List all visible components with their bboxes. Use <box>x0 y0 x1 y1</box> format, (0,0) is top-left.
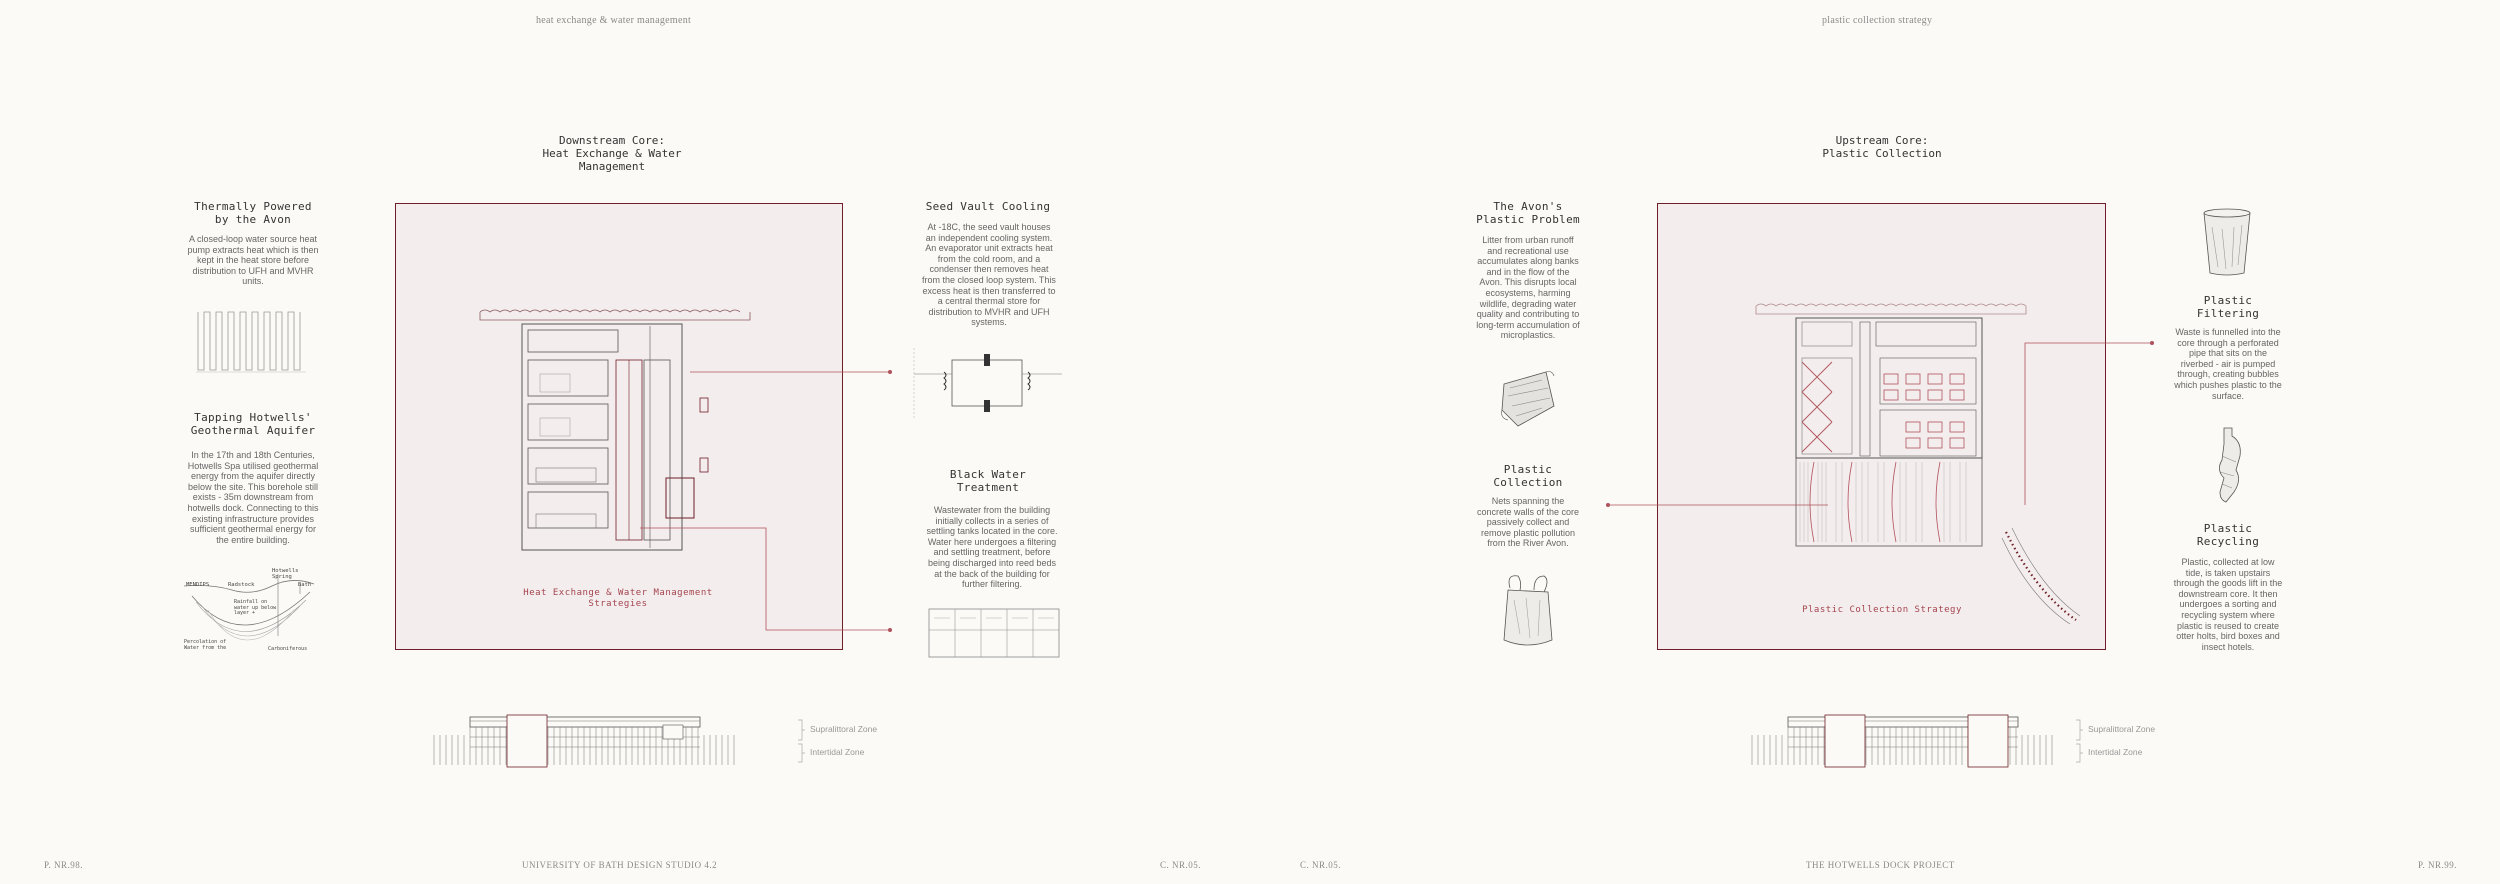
label-radstock: Radstock <box>228 582 255 588</box>
left-studio-label: UNIVERSITY OF BATH DESIGN STUDIO 4.2 <box>522 860 718 870</box>
geothermal-title: Tapping Hotwells' Geothermal Aquifer <box>190 411 316 437</box>
plastic-filtering-body: Waste is funnelled into the core through a perforated pipe that sits on the riverbed - air is pumped through, creating bubbles which pushes plastic to the surface. <box>2174 327 2282 401</box>
label-mendips: MENDIPS <box>186 582 210 588</box>
thermal-title: Thermally Powered by the Avon <box>194 200 312 226</box>
plastic-recycling-body: Plastic, collected at low tide, is taken upstairs through the goods lift in the downstream core. It then undergoes a sorting and recycling system where plastic is reused to create otter holts, bird boxes and insect hotels. <box>2173 557 2283 652</box>
label-bath: Bath <box>298 582 312 588</box>
black-water-body: Wastewater from the building initially collects in a series of settling tanks located in the core. Water here undergoes a filtering and settling treatment, before being discharged into reed beds at the back of the building for further filtering. <box>926 505 1058 590</box>
label-rainfall: Rainfall on water up below layer + <box>234 599 277 616</box>
right-page-number: P. NR.99. <box>2418 860 2458 870</box>
left-intertidal-label: Intertidal Zone <box>810 747 865 757</box>
avon-problem-title: The Avon's Plastic Problem <box>1476 200 1580 226</box>
black-water-title: Black Water Treatment <box>949 468 1027 494</box>
left-page-header: heat exchange & water management <box>536 15 692 26</box>
plastic-collection-body: Nets spanning the concrete walls of the core passively collect and remove plastic pollution from the River Avon. <box>1476 496 1580 549</box>
right-intertidal-label: Intertidal Zone <box>2088 747 2143 757</box>
label-carboniferous: Carboniferous <box>268 646 308 652</box>
heat-exchange-panel-caption: Heat Exchange & Water Management Strategies <box>523 588 713 609</box>
plastic-panel-caption: Plastic Collection Strategy <box>1802 605 1962 615</box>
left-supralittoral-label: Supralittoral Zone <box>810 724 878 734</box>
geothermal-body: In the 17th and 18th Centuries, Hotwells Spa utilised geothermal energy from the aquifer directly below the site. This borehole still exists - 35m downstream from hotwells dock. Connecting to this existing infrastructure provides sufficient geothermal energy for the entire building. <box>187 450 319 545</box>
seed-vault-body: At -18C, the seed vault houses an independent cooling system. An evaporator unit extracts heat from the cold room, and a condenser then removes heat from the closed loop system. This excess heat is then transferred to a central thermal store for distribution to MVHR and UFH systems. <box>922 222 1056 328</box>
right-elevation-drawing <box>1748 715 2060 769</box>
plastic-filtering-title: Plastic Filtering <box>2196 294 2260 320</box>
right-chapter-number: C. NR.05. <box>1300 860 1342 870</box>
right-supralittoral-label: Supralittoral Zone <box>2088 724 2156 734</box>
seed-vault-title: Seed Vault Cooling <box>925 200 1051 213</box>
avon-problem-body: Litter from urban runoff and recreational use accumulates along banks and in the flow of the Avon. This disrupts local ecosystems, harming wildlife, degrading water quality and contributing to long-term accumulation of microplastics. <box>1476 235 1580 341</box>
plastic-bottle-illustration <box>2208 426 2248 506</box>
upstream-core-title: Upstream Core: Plastic Collection <box>1822 134 1942 160</box>
plastic-collection-title: Plastic Collection <box>1493 463 1563 489</box>
right-zone-bracket <box>2074 718 2084 764</box>
left-chapter-number: C. NR.05. <box>1160 860 1202 870</box>
thermal-body: A closed-loop water source heat pump extracts heat which is then kept in the heat store before distribution to UFH and MVHR units. <box>187 234 319 287</box>
downstream-core-title: Downstream Core: Heat Exchange & Water Management <box>542 134 682 173</box>
plastic-recycling-title: Plastic Recycling <box>2196 522 2260 548</box>
left-page-number: P. NR.98. <box>44 860 84 870</box>
plastic-cup-illustration <box>2200 207 2254 277</box>
label-hotwells-spring: Hotwells Spring <box>272 568 299 580</box>
label-percolation: Percolation of Water from the <box>184 639 227 651</box>
right-page-header: plastic collection strategy <box>1822 15 1933 26</box>
right-project-label: THE HOTWELLS DOCK PROJECT <box>1806 860 1955 870</box>
